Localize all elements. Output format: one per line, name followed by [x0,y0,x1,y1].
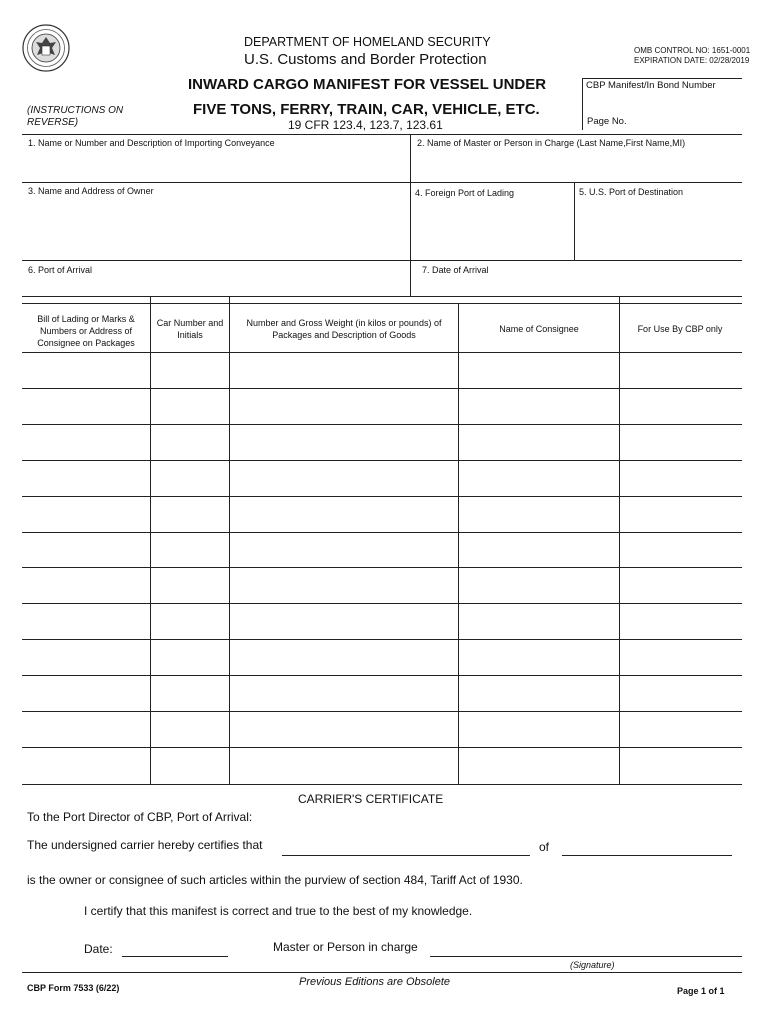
owner-field[interactable] [23,198,409,258]
form-title-line1: INWARD CARGO MANIFEST FOR VESSEL UNDER [188,76,547,93]
conveyance-field[interactable] [23,150,409,180]
table-row[interactable] [23,389,741,423]
table-row[interactable] [23,676,741,710]
page-number-label: Page No. [587,116,627,127]
date-label: Date: [84,942,113,956]
signature-label: (Signature) [570,960,615,970]
master-signature-line[interactable] [430,956,742,957]
form-number: CBP Form 7533 (6/22) [27,983,120,993]
certify-correct-text: I certify that this manifest is correct and true to the best of my knowledge. [84,904,473,918]
certifies-text: The undersigned carrier hereby certifies that [27,838,263,852]
owner-consignee-text: is the owner or consignee of such articles within the purview of section 484, Tariff Act of 1930. [27,873,523,887]
table-row[interactable] [23,568,741,602]
field-6-label: 6. Port of Arrival [28,265,93,275]
agency-heading: U.S. Customs and Border Protection [244,51,487,68]
table-row-line [22,784,742,785]
field-5-label: 5. U.S. Port of Destination [579,187,684,197]
column-header-cbp-use: For Use By CBP only [637,324,723,334]
carrier-of-line[interactable] [562,855,732,856]
table-row[interactable] [23,533,741,566]
omb-control-number [634,46,750,66]
carrier-name-line[interactable] [282,855,530,856]
table-row[interactable] [23,640,741,674]
cfr-reference: 19 CFR 123.4, 123.7, 123.61 [288,118,443,132]
table-row[interactable] [23,353,741,387]
table-row[interactable] [23,748,741,783]
department-heading: DEPARTMENT OF HOMELAND SECURITY [244,35,491,49]
form-title-line2: FIVE TONS, FERRY, TRAIN, CAR, VEHICLE, ETC. [193,101,540,118]
column-header-consignee: Name of Consignee [499,324,579,334]
table-row[interactable] [23,461,741,495]
instructions-note: (INSTRUCTIONS ON REVERSE) [27,105,124,128]
of-text: of [539,840,550,854]
obsolete-notice: Previous Editions are Obsolete [299,976,451,988]
field-1-label: 1. Name or Number and Description of Importing Conveyance [28,138,275,148]
page-indicator: Page 1 of 1 [677,986,725,996]
date-signature-line[interactable] [122,956,228,957]
arrival-port-field[interactable] [23,276,409,294]
expiration-date: EXPIRATION DATE: 02/28/2019 [634,56,750,65]
field-4-label: 4. Foreign Port of Lading [415,188,515,198]
table-row[interactable] [23,712,741,746]
column-header-bill-of-lading: Bill of Lading or Marks & Numbers or Address of Consignee on Packages [37,314,135,348]
table-row[interactable] [23,604,741,638]
master-name-field[interactable] [411,150,741,180]
field-3-label: 3. Name and Address of Owner [28,186,154,196]
page-number-field[interactable] [630,112,740,130]
table-row[interactable] [23,497,741,531]
destination-port-field[interactable] [575,200,741,258]
manifest-number-field[interactable] [583,92,741,112]
omb-control-text: OMB CONTROL NO: 1651-0001 [634,46,751,55]
port-director-line: To the Port Director of CBP, Port of Arrival: [27,810,253,824]
table-row[interactable] [23,425,741,459]
master-in-charge-label: Master or Person in charge [273,940,418,954]
carrier-certificate-title: CARRIER'S CERTIFICATE [298,792,444,806]
field-7-label: 7. Date of Arrival [422,265,489,275]
arrival-date-field[interactable] [411,276,741,294]
foreign-port-field[interactable] [411,200,573,258]
dhs-seal-icon [22,24,70,72]
column-header-car-number: Car Number and Initials [156,318,224,340]
manifest-number-label: CBP Manifest/In Bond Number [586,80,716,91]
column-header-goods: Number and Gross Weight (in kilos or pounds) of Packages and Description of Goods [246,318,442,340]
field-2-label: 2. Name of Master or Person in Charge (Last Name,First Name,MI) [417,138,686,148]
